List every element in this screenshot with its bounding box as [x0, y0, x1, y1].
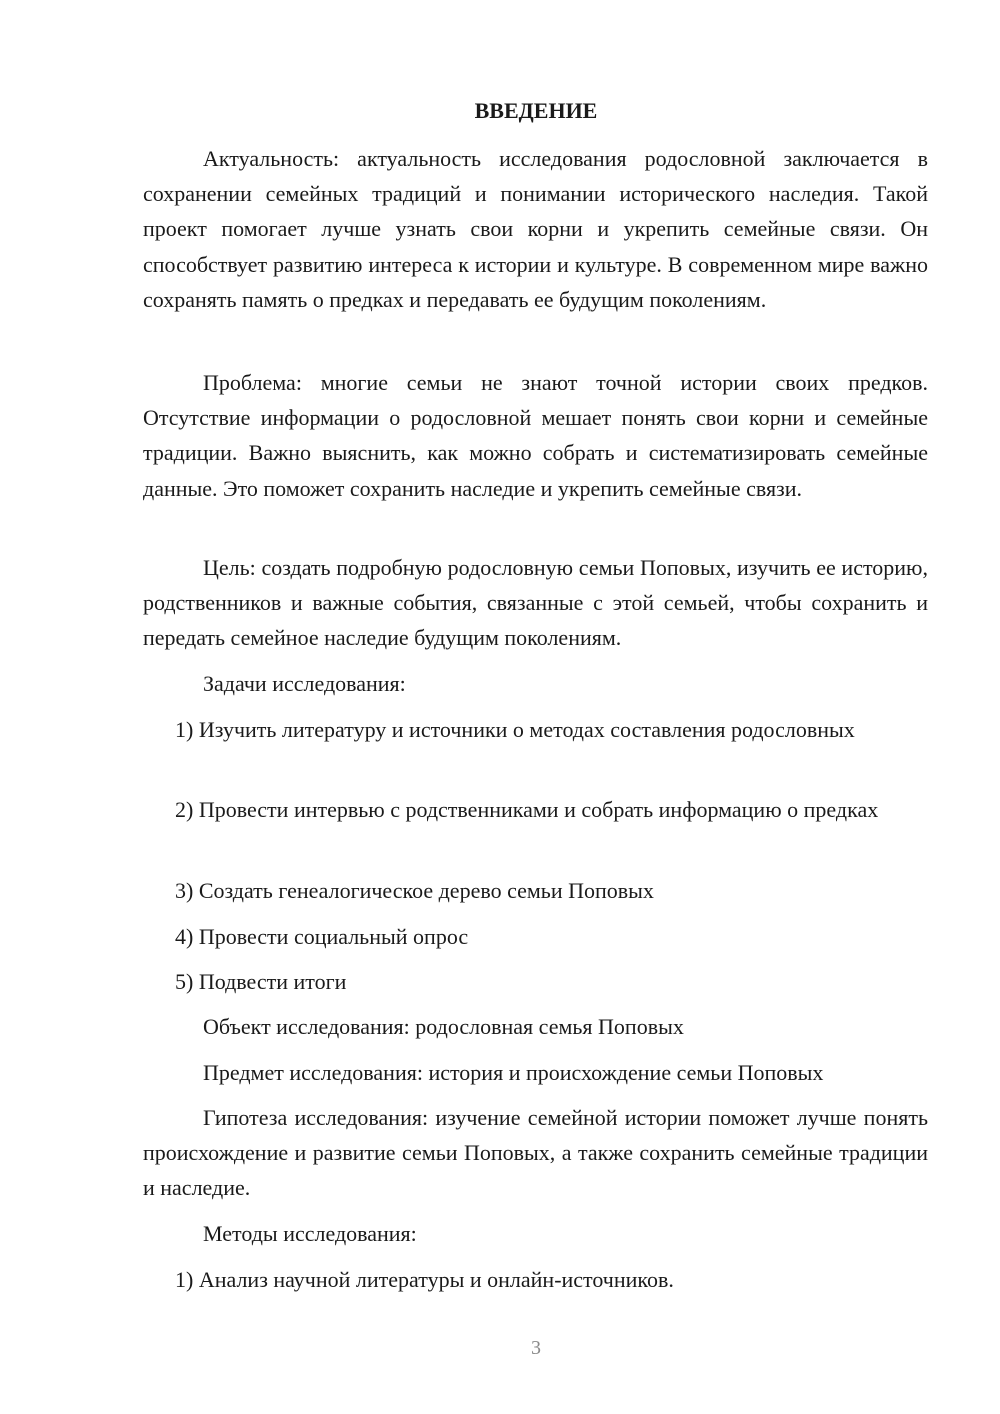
subject-paragraph: Предмет исследования: история и происхождение семьи Поповых [203, 1060, 824, 1085]
relevance-paragraph: Актуальность: актуальность исследования родословной заключается в сохранении семейных традиций и понимании исторического наследия. Такой проект помогает лучше узнать свои корни и укрепить семейные связи. Он способствует развитию интереса к истории и культуре. В современном мире важно сохранять память о предках и передавать ее будущим поколениям. [143, 146, 928, 312]
problem-paragraph: Проблема: многие семьи не знают точной истории своих предков. Отсутствие информации о родословной мешает понять свои корни и семейные традиции. Важно выяснить, как можно собрать и систематизировать семейные данные. Это поможет сохранить наследие и укрепить семейные связи. [143, 370, 928, 501]
task-item-5: 5) Подвести итоги [175, 969, 347, 994]
methods-heading: Методы исследования: [203, 1221, 417, 1246]
page-title: ВВЕДЕНИЕ [474, 98, 598, 123]
object-paragraph: Объект исследования: родословная семья Поповых [203, 1014, 684, 1039]
page-number: 3 [531, 1337, 541, 1359]
task-item-3: 3) Создать генеалогическое дерево семьи Поповых [175, 878, 654, 903]
task-item-2: 2) Провести интервью с родственниками и собрать информацию о предках [175, 797, 879, 822]
task-item-1: 1) Изучить литературу и источники о методах составления родословных [175, 717, 855, 742]
task-item-4: 4) Провести социальный опрос [175, 924, 469, 949]
goal-paragraph: Цель: создать подробную родословную семьи Поповых, изучить ее историю, родственников и важные события, связанные с этой семьей, чтобы сохранить и передать семейное наследие будущим поколениям. [143, 555, 928, 651]
tasks-heading: Задачи исследования: [203, 671, 406, 696]
hypothesis-paragraph: Гипотеза исследования: изучение семейной истории поможет лучше понять происхождение и развитие семьи Поповых, а также сохранить семейные традиции и наследие. [143, 1105, 928, 1201]
method-item-1: 1) Анализ научной литературы и онлайн-источников. [175, 1267, 674, 1292]
